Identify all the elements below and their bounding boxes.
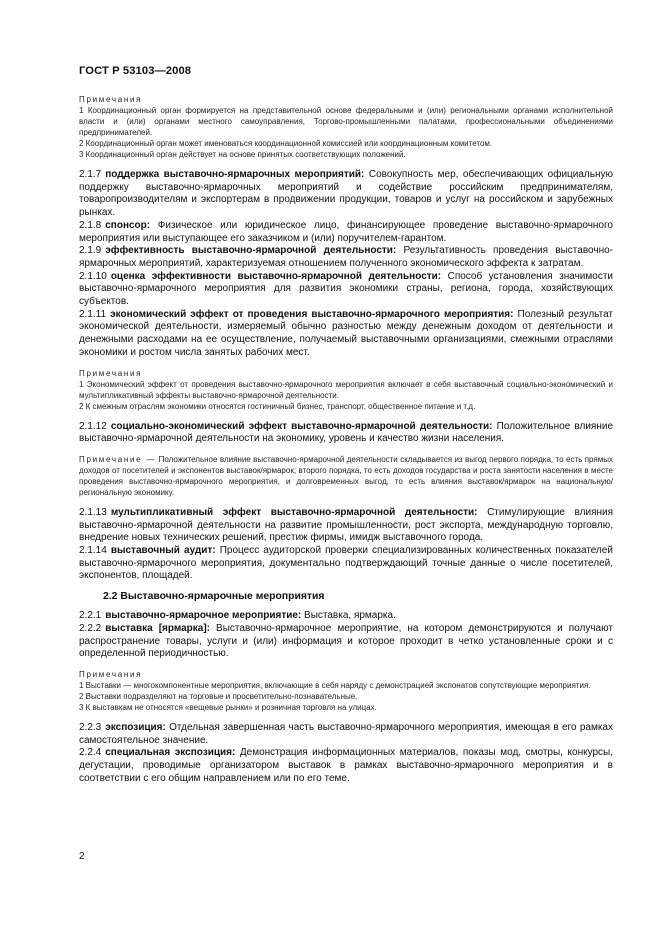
note-item: 3 Координационный орган действует на основе принятых соответствующих положений. <box>79 150 406 159</box>
definition-text: Совокупность мер, обеспечивающих официальную поддержку выставочно-ярмарочных мероприятий и содействие российским предпринимателям, товаропроизводителям и экспортерам в продвижении продукции, товаров и услуг на российском и зарубежных рынках. <box>79 169 613 219</box>
term: эффективность выставочно-ярмарочной деятельности: <box>105 245 397 257</box>
clause-number: 2.2.2 <box>79 622 102 634</box>
clause-number: 2.2.1 <box>79 610 102 622</box>
note-label: Примечание — <box>79 454 157 464</box>
note-text: Положительное влияние выставочно-ярмарочной деятельности складывается из выгод первого порядка, то есть прямых доходов от посетителей и экспонентов выставок/ярмарок; второго порядка, то есть доходов государства и роста занятости населения в месте проведения выставочно-ярмарочного мероприятия, и долговременных выгод, то есть влияния выставок/ярмарок на национальную/региональную экономику. <box>79 454 613 497</box>
notes-block-1 <box>79 94 613 160</box>
definition-text: Стимулирующие влияния выставочно-ярмарочной деятельности на развитие промышленности, рост экспорта, международную торговлю, внедрение новых технических решений, престиж фирмы, имидж выставочного города. <box>79 506 614 544</box>
note-block-3 <box>79 454 613 498</box>
page-number: 2 <box>79 851 85 862</box>
clause-number: 2.2.4 <box>79 747 102 759</box>
term: выставочно-ярмарочное мероприятие: <box>105 610 302 622</box>
definition-text: Результативность проведения выставочно-ярмарочных мероприятий, характеризуемая отношением полученного экономического эффекта к затратам. <box>79 245 614 269</box>
note-item: 1 Координационный орган формируется на представительной основе федеральными и (или) региональными органами исполнительной власти и (или) органами местного самоуправления, Торгово-промышленными палатами, профессиональными объединениями предпринимателей. <box>79 106 613 137</box>
notes-heading: Примечания <box>79 368 143 378</box>
term: оценка эффективности выставочно-ярмарочной деятельности: <box>110 270 442 282</box>
notes-block-4 <box>79 669 613 713</box>
notes-heading: Примечания <box>79 95 143 104</box>
notes-block-2 <box>79 368 613 412</box>
clause-number: 2.1.12 <box>79 420 107 432</box>
note-item: 1 Экономический эффект от проведения выставочно-ярмарочного мероприятия включает в себя выставочный социально-экономический и мультипликативный эффекты выставочно-ярмарочной деятельности. <box>79 379 613 400</box>
term: экспозиция: <box>105 721 166 733</box>
definition-2-1-12 <box>79 421 613 446</box>
note-item: 2 Выставки подразделяют на торговые и просветительно-познавательные. <box>79 691 358 701</box>
term: поддержка выставочно-ярмарочных мероприятий: <box>105 169 365 180</box>
definition-2-1-11 <box>79 309 613 360</box>
notes-heading: Примечания <box>79 669 143 679</box>
clause-number: 2.1.9 <box>79 245 102 257</box>
clause-number: 2.1.14 <box>79 545 107 557</box>
clause-number: 2.1.8 <box>79 219 102 231</box>
term: социально-экономический эффект выставочно-ярмарочной деятельности: <box>110 420 493 432</box>
clause-number: 2.1.7 <box>79 169 102 180</box>
term: экономический эффект от проведения выставочно-ярмарочного мероприятия: <box>110 308 514 320</box>
definition-2-1-14 <box>79 545 613 583</box>
definition-2-1-7 <box>79 169 613 220</box>
definition-text: Положительное влияние выставочно-ярмарочной деятельности на экономику, уровень и качество жизни населения. <box>79 420 614 445</box>
definition-2-2-1 <box>79 610 613 623</box>
clause-number: 2.1.13 <box>79 506 107 518</box>
note-single <box>79 454 613 498</box>
note-item: 1 Выставки — многокомпонентные мероприятия, включающие в себя наряду с демонстрацией экспонатов сопутствующие мероприятия. <box>79 680 591 690</box>
clause-number: 2.2.3 <box>79 721 102 733</box>
definition-2-1-9 <box>79 245 613 270</box>
note-item: 3 К выставкам не относятся «вещевые рынки» и розничная торговля на улицах. <box>79 702 377 712</box>
definition-text: Способ установления значимости выставочно-ярмарочного мероприятия для развития экономики страны, региона, города, хозяйствующих субъектов. <box>79 270 613 308</box>
definition-2-2-4 <box>79 747 613 785</box>
term: мультипликативный эффект выставочно-ярмарочной деятельности: <box>110 506 478 518</box>
definition-text: Выставочно-ярмарочное мероприятие, на котором демонстрируются и получают распространение товары, услуги и (или) информация и которое проходит в четко установленные сроки и с определенной периодичностью. <box>79 622 613 660</box>
definition-2-2-3 <box>79 722 613 747</box>
definition-text: Полезный результат экономической деятельности, измеряемый обычно разностью между денежным доходом от деятельности и денежными расходами на ее осуществление, получаемый выставочными организациями, смежными отраслями экономики и ростом числа занятых рабочих мест. <box>79 308 613 358</box>
definition-text: Выставка, ярмарка. <box>301 610 396 622</box>
section-heading-2-2: 2.2 Выставочно-ярмарочные мероприятия <box>103 591 325 603</box>
term: выставочный аудит: <box>110 545 216 557</box>
note-item: 2 К смежным отраслям экономики относятся гостиничный бизнес, транспорт, общественное питание и т.д. <box>79 401 476 411</box>
definition-2-1-10 <box>79 271 613 309</box>
term: спонсор: <box>105 219 151 231</box>
document-header: ГОСТ Р 53103—2008 <box>79 65 192 77</box>
clause-number: 2.1.11 <box>79 308 107 320</box>
definition-2-2-2 <box>79 623 613 661</box>
document-body <box>79 94 613 786</box>
definition-text: Отдельная завершенная часть выставочно-ярмарочного мероприятия, имеющая в его рамках самостоятельное значение. <box>79 721 613 746</box>
definition-text: Физическое или юридическое лицо, финансирующее проведение выставочно-ярмарочного мероприятия или выступающее его заказчиком и (или) поручителем-гарантом. <box>79 219 613 244</box>
definition-text: Демонстрация информационных материалов, показы мод, смотры, конкурсы, дегустации, проводимые организатором выставок в рамках выставочно-ярмарочного мероприятия и в соответствии с его общим направлением или по его теме. <box>79 747 613 784</box>
definition-2-1-13 <box>79 507 613 545</box>
definition-2-1-8 <box>79 220 613 245</box>
note-item: 2 Координационный орган может именоваться координационной комиссией или координационным комитетом. <box>79 139 493 148</box>
term: выставка [ярмарка]: <box>105 622 211 634</box>
definition-text: Процесс аудиторской проверки специализированных количественных показателей выставочно-ярмарочного мероприятия, документально подтверждающий точные данные о числе посетителей, экспонентов, площадей. <box>79 545 613 582</box>
clause-number: 2.1.10 <box>79 270 107 282</box>
term: специальная экспозиция: <box>105 747 236 759</box>
